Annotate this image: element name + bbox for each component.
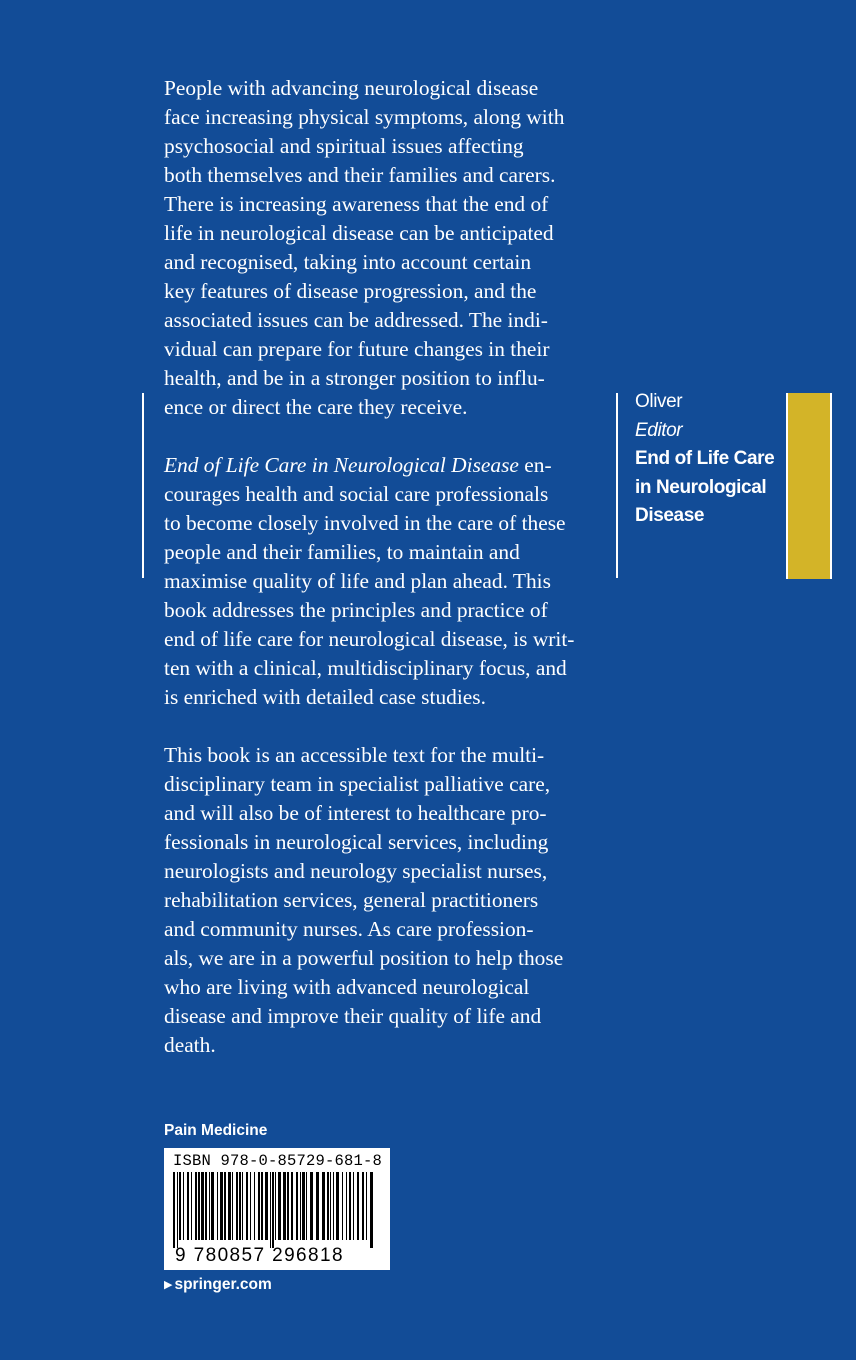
isbn-label: ISBN 978-0-85729-681-8 [173,1152,383,1170]
author-name: Oliver [635,391,683,412]
barcode-bar [366,1172,367,1240]
barcode-bar [349,1172,351,1240]
barcode-bar [283,1172,286,1240]
barcode-bar [217,1172,218,1240]
barcode-bar [201,1172,204,1240]
barcode-bar [242,1172,243,1240]
barcode-bar [205,1172,207,1240]
barcode-bar [353,1172,354,1240]
barcode-bar [287,1172,289,1240]
barcode-bar [258,1172,260,1240]
barcode-bar [333,1172,334,1240]
blurb-line: This book is an accessible text for the multi- [164,743,545,767]
blurb-line: end of life care for neurological disease, is writ- [164,627,575,651]
blurb-line: courages health and social care professionals [164,482,549,506]
blurb-line: disease and improve their quality of life and [164,1004,542,1028]
blurb-line: neurologists and neurology specialist nurses, [164,859,548,883]
barcode-bar [187,1172,189,1240]
barcode-bar [362,1172,364,1240]
barcode-bar [330,1172,331,1240]
barcode-bar [191,1172,192,1240]
barcode-bar [232,1172,233,1240]
blurb-line: book addresses the principles and practice of [164,598,548,622]
barcode-bar [211,1172,214,1240]
blurb-line: and recognised, taking into account certain [164,250,532,274]
barcode-bar [250,1172,251,1240]
blurb-line: is enriched with detailed case studies. [164,685,486,709]
blurb-line: key features of disease progression, and the [164,279,537,303]
barcode-bar [306,1172,307,1240]
barcode-icon [173,1172,378,1248]
barcode-bar [246,1172,248,1240]
barcode-bar [220,1172,223,1240]
blurb-line: disciplinary team in specialist palliative care, [164,772,551,796]
barcode-bar [198,1172,200,1240]
barcode-bar [296,1172,298,1240]
subject-category: Pain Medicine [164,1122,268,1139]
barcode-box [164,1148,390,1270]
blurb-line: people and their families, to maintain and [164,540,520,564]
blurb-line-continuation: en- [518,453,552,477]
barcode-bar [239,1172,241,1240]
blurb-line: ence or direct the care they receive. [164,395,468,419]
barcode-bar [265,1172,268,1240]
blurb-line: vidual can prepare for future changes in their [164,337,550,361]
barcode-bar [183,1172,184,1240]
barcode-bar [272,1172,274,1248]
blurb-line: to become closely involved in the care of these [164,511,566,535]
blurb-line: fessionals in neurological services, including [164,830,549,854]
barcode-bar [327,1172,329,1240]
barcode-bar [179,1172,181,1240]
blurb-line: maximise quality of life and plan ahead. This [164,569,551,593]
blurb-line [164,451,609,480]
book-title-line-1: End of Life Care [635,448,775,469]
barcode-bar [236,1172,238,1240]
blurb-line: and community nurses. As care profession- [164,917,534,941]
barcode-bar [228,1172,231,1240]
book-title-line-2: in Neurological [635,476,767,498]
barcode-bar [300,1172,301,1240]
blurb-line: als, we are in a powerful position to help those [164,946,564,970]
barcode-bar [261,1172,263,1240]
editor-label: Editor [635,419,683,441]
barcode-bar [177,1172,178,1248]
blurb-line: death. [164,1033,216,1057]
right-vertical-rule [616,393,618,578]
barcode-bar [291,1172,293,1240]
title-block [635,388,785,531]
blurb-line: both themselves and their families and carers. [164,163,556,187]
barcode-bar [346,1172,347,1240]
barcode-bar [316,1172,319,1240]
website-label: springer.com [174,1276,272,1293]
blurb-line: There is increasing awareness that the end of [164,192,549,216]
blurb-line: health, and be in a stronger position to influ- [164,366,545,390]
barcode-bar [195,1172,197,1240]
barcode-bar [275,1172,276,1240]
blurb-line: associated issues can be addressed. The indi- [164,308,548,332]
blurb-line: life in neurological disease can be anticipated [164,221,554,245]
barcode-digits: 9 780857 296818 [175,1245,344,1266]
blurb-line: rehabilitation services, general practitioners [164,888,539,912]
accent-color-bar [786,393,832,579]
barcode-bar [370,1172,373,1248]
barcode-bar [322,1172,325,1240]
barcode-bar [209,1172,210,1240]
back-cover-blurb [164,74,609,1089]
blurb-line: People with advancing neurological disease [164,76,539,100]
barcode-bar [310,1172,313,1240]
publisher-website[interactable] [164,1275,272,1296]
blurb-paragraph-2 [164,451,609,712]
left-vertical-rule [142,393,144,578]
blurb-paragraph-3 [164,741,609,1060]
barcode-bar [336,1172,339,1240]
barcode-bar [278,1172,281,1240]
barcode-bar [342,1172,343,1240]
blurb-line: and will also be of interest to healthcare pro- [164,801,547,825]
blurb-line: psychosocial and spiritual issues affecting [164,134,524,158]
barcode-bar [357,1172,359,1240]
barcode-bar [173,1172,175,1248]
arrow-right-icon: ▶ [164,1279,173,1291]
blurb-line: face increasing physical symptoms, along with [164,105,565,129]
blurb-line: ten with a clinical, multidisciplinary focus, and [164,656,567,680]
barcode-bar [302,1172,305,1240]
blurb-paragraph-1 [164,74,609,422]
barcode-bar [270,1172,271,1248]
barcode-bar [224,1172,226,1240]
book-title-line-3: Disease [635,505,705,526]
barcode-bar [254,1172,255,1240]
blurb-line: who are living with advanced neurological [164,975,530,999]
book-title-italic: End of Life Care in Neurological Disease [164,453,519,477]
